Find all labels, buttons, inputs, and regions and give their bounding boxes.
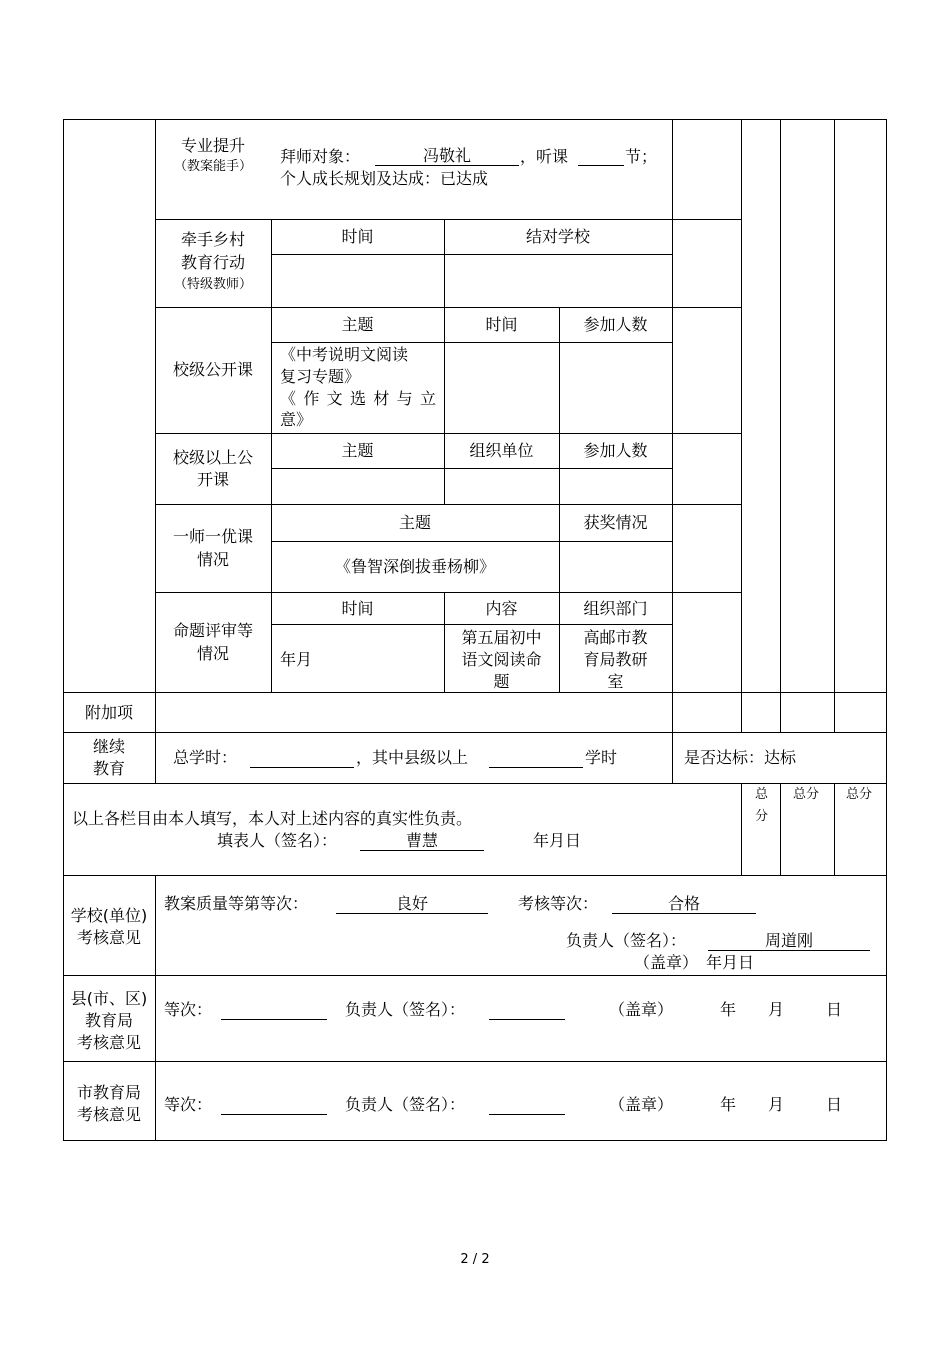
school-open-col-count: 参加人数 <box>583 315 648 334</box>
rule <box>834 783 835 876</box>
school-open-title: 校级公开课 <box>172 360 253 379</box>
review-title-2: 情况 <box>196 644 229 663</box>
rural-col-school: 结对学校 <box>525 227 590 246</box>
school-open-col-time: 时间 <box>485 315 518 334</box>
school-open-topic-4: 意》 <box>280 410 313 429</box>
above-open-col-org: 组织单位 <box>469 441 534 460</box>
rule <box>271 624 672 625</box>
city-seal: （盖章） <box>609 1095 674 1114</box>
total-hours-field[interactable] <box>250 749 354 768</box>
county-seal: （盖章） <box>609 1000 674 1019</box>
county-review-title-1: 县(市、区) <box>70 989 148 1008</box>
score-label-3: 总分 <box>846 787 873 802</box>
review-content-1: 第五届初中 <box>461 628 542 647</box>
rule <box>271 254 672 255</box>
review-col-dept: 组织部门 <box>583 599 648 618</box>
city-review-title-2: 考核意见 <box>76 1105 141 1124</box>
rule <box>741 119 742 733</box>
review-col-time: 时间 <box>341 599 374 618</box>
county-hours-field[interactable] <box>489 749 583 768</box>
review-title-1: 命题评审等 <box>172 621 253 640</box>
listen-field[interactable] <box>578 147 624 166</box>
review-dept-2: 育局教研 <box>583 650 648 669</box>
growth-text: 个人成长规划及达成：已达成 <box>280 169 489 188</box>
rural-subtitle: （特级教师） <box>173 277 252 292</box>
one-teacher-col-award: 获奖情况 <box>583 513 648 532</box>
county-leader-field[interactable] <box>489 1001 565 1020</box>
city-year: 年 <box>720 1095 737 1114</box>
declaration-text: 以上各栏目由本人填写，本人对上述内容的真实性负责。 <box>72 809 473 828</box>
county-leader-label: 负责人（签名）： <box>345 1000 466 1019</box>
rule <box>63 783 887 784</box>
rule <box>271 342 672 343</box>
review-time: 年月 <box>280 650 313 669</box>
listen-label: ，听课 <box>520 147 569 166</box>
school-open-topic-1: 《中考说明文阅读 <box>280 345 409 364</box>
rule <box>63 1140 887 1141</box>
school-open-col-topic: 主题 <box>341 315 374 334</box>
assess-field[interactable]: 合格 <box>612 895 756 914</box>
city-leader-label: 负责人（签名）： <box>345 1095 466 1114</box>
review-content-2: 语文阅读命 <box>461 650 542 669</box>
rule <box>155 219 741 220</box>
county-day: 日 <box>826 1000 843 1019</box>
one-teacher-topic: 《鲁智深倒拔垂杨柳》 <box>334 557 495 576</box>
above-open-title-2: 开课 <box>196 470 229 489</box>
review-col-content: 内容 <box>485 599 518 618</box>
score-label-1a: 总 <box>755 787 769 802</box>
rule <box>63 975 887 976</box>
rule <box>63 119 887 120</box>
signer-field[interactable]: 曹慧 <box>360 832 484 851</box>
county-grade-field[interactable] <box>221 1001 327 1020</box>
county-grade-label: 等次： <box>164 1000 213 1019</box>
school-review-title-2: 考核意见 <box>76 928 141 947</box>
rule <box>834 119 835 733</box>
city-month: 月 <box>768 1095 785 1114</box>
school-seal-date: （盖章） 年月日 <box>634 953 755 972</box>
continue-title-1: 继续 <box>92 737 125 756</box>
rural-title-2: 教育行动 <box>180 253 245 272</box>
hours-unit: 学时 <box>585 748 618 767</box>
school-review-title-1: 学校(单位) <box>70 906 148 925</box>
total-hours-label: 总学时： <box>173 748 238 767</box>
above-open-col-count: 参加人数 <box>583 441 648 460</box>
rule <box>63 875 887 876</box>
prof-subtitle: （教案能手） <box>173 159 252 174</box>
score-label-1b: 分 <box>755 809 769 824</box>
plan-quality-field[interactable]: 良好 <box>336 895 488 914</box>
school-leader-field[interactable]: 周道刚 <box>708 932 870 951</box>
school-open-topic-2: 复习专题》 <box>280 367 361 386</box>
signer-label: 填表人（签名）： <box>217 831 338 850</box>
school-leader-label: 负责人（签名）： <box>566 931 687 950</box>
one-teacher-title-2: 情况 <box>196 550 229 569</box>
continue-title-2: 教育 <box>92 759 125 778</box>
one-teacher-col-topic: 主题 <box>398 513 431 532</box>
rule <box>271 468 672 469</box>
city-review-title-1: 市教育局 <box>76 1083 141 1102</box>
city-leader-field[interactable] <box>489 1096 565 1115</box>
mentor-field[interactable]: 冯敬礼 <box>375 147 519 166</box>
county-review-title-2: 教育局 <box>84 1011 133 1030</box>
review-dept-3: 室 <box>607 672 624 691</box>
rule <box>886 119 887 1141</box>
pass-status: 是否达标：达标 <box>684 748 797 767</box>
review-content-3: 题 <box>493 672 510 691</box>
review-dept-1: 高邮市教 <box>583 628 648 647</box>
county-year: 年 <box>720 1000 737 1019</box>
rule <box>672 119 673 784</box>
rule <box>155 307 741 308</box>
page-number: 2 / 2 <box>460 1252 490 1267</box>
rule <box>780 783 781 876</box>
rule <box>155 875 156 1141</box>
rule <box>780 119 781 733</box>
listen-unit: 节； <box>625 147 658 166</box>
school-open-topic-3: 《作文选材与立 <box>280 389 436 408</box>
prof-title: 专业提升 <box>180 136 245 155</box>
county-hours-label: ，其中县级以上 <box>356 748 469 767</box>
city-grade-field[interactable] <box>221 1096 327 1115</box>
declaration-date: 年月日 <box>533 831 582 850</box>
rule <box>155 504 741 505</box>
plan-quality-label: 教案质量等第等次： <box>164 894 309 913</box>
assess-label: 考核等次： <box>518 894 599 913</box>
above-open-col-topic: 主题 <box>341 441 374 460</box>
city-grade-label: 等次： <box>164 1095 213 1114</box>
rule <box>63 732 887 733</box>
county-review-title-3: 考核意见 <box>76 1033 141 1052</box>
score-label-2: 总分 <box>793 787 820 802</box>
rule <box>271 541 672 542</box>
rural-col-time: 时间 <box>341 227 374 246</box>
rule <box>155 433 741 434</box>
rule <box>155 592 741 593</box>
rule <box>741 783 742 876</box>
above-open-title-1: 校级以上公 <box>172 448 253 467</box>
mentor-label: 拜师对象： <box>280 147 361 166</box>
county-month: 月 <box>768 1000 785 1019</box>
rural-title-1: 牵手乡村 <box>180 230 245 249</box>
city-day: 日 <box>826 1095 843 1114</box>
rule <box>63 1061 887 1062</box>
extra-title: 附加项 <box>84 703 133 722</box>
one-teacher-title-1: 一师一优课 <box>172 527 253 546</box>
